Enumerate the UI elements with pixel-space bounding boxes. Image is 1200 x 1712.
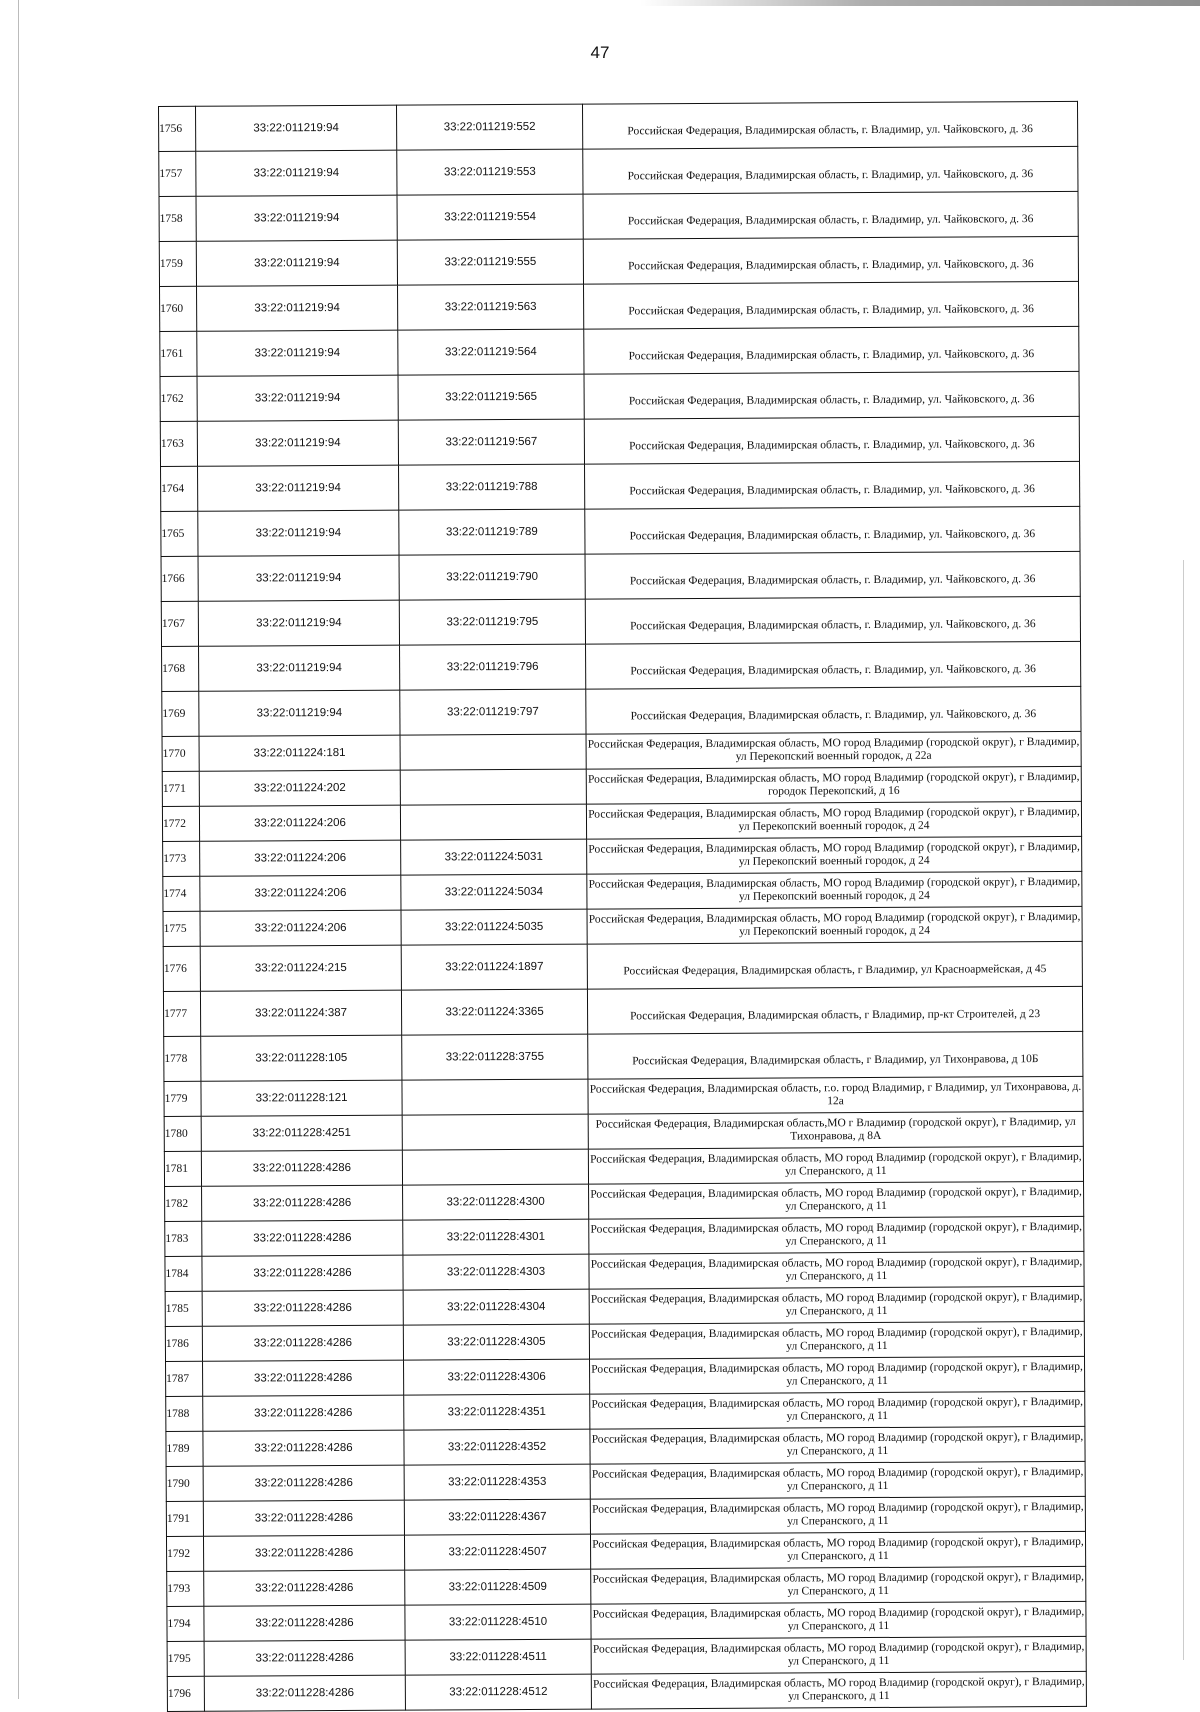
address-cell: Российская Федерация, Владимирская область, г. Владимир, ул. Чайковского, д. 36 — [585, 551, 1080, 599]
table-row — [165, 1286, 1084, 1326]
row-number-cell: 1795 — [167, 1641, 204, 1676]
table-row — [164, 1031, 1083, 1081]
address-cell: Российская Федерация, Владимирская область, г. Владимир, ул. Чайковского, д. 36 — [584, 281, 1079, 329]
address-cell: Российская Федерация, Владимирская область, МО город Владимир (городской округ), г Владимир, ул Сперанского, д 11 — [589, 1286, 1084, 1324]
row-number-cell: 1771 — [162, 771, 199, 806]
row-number-cell: 1782 — [165, 1186, 202, 1221]
table-row — [166, 1356, 1085, 1396]
land-cadastral-number-cell: 33:22:011228:4286 — [203, 1500, 404, 1536]
object-cadastral-number-cell: 33:22:011219:567 — [398, 419, 584, 465]
table-row — [161, 461, 1080, 511]
address-cell: Российская Федерация, Владимирская область, МО город Владимир (городской округ), г Владимир, ул Сперанского, д 11 — [589, 1181, 1084, 1219]
land-cadastral-number-cell: 33:22:011224:206 — [200, 910, 401, 946]
address-cell: Российская Федерация, Владимирская область, МО город Владимир (городской округ), г Владимир, ул Перекопский военный городок, д 24 — [586, 801, 1081, 839]
object-cadastral-number-cell: 33:22:011224:5031 — [401, 839, 587, 875]
table-row — [166, 1496, 1085, 1536]
row-number-cell: 1776 — [163, 946, 200, 991]
object-cadastral-number-cell: 33:22:011219:796 — [400, 644, 586, 690]
document-sheet — [158, 101, 1087, 1712]
address-cell: Российская Федерация, Владимирская область, МО город Владимир (городской округ), г Владимир, ул Перекопский военный городок, д 24 — [587, 836, 1082, 874]
row-number-cell: 1784 — [165, 1256, 202, 1291]
table-row — [160, 416, 1079, 466]
object-cadastral-number-cell: 33:22:011219:563 — [398, 284, 584, 330]
land-cadastral-number-cell: 33:22:011219:94 — [198, 510, 399, 556]
address-cell: Российская Федерация, Владимирская область, МО город Владимир (городской округ), г Владимир, ул Сперанского, д 11 — [589, 1321, 1084, 1359]
row-number-cell: 1759 — [159, 241, 196, 286]
table-row — [165, 1181, 1084, 1221]
row-number-cell: 1796 — [167, 1676, 204, 1711]
table-row — [161, 596, 1080, 646]
row-number-cell: 1766 — [161, 556, 198, 601]
table-row — [163, 871, 1082, 911]
land-cadastral-number-cell: 33:22:011228:4286 — [203, 1465, 404, 1501]
scan-edge-top — [640, 0, 1200, 6]
object-cadastral-number-cell: 33:22:011228:4509 — [405, 1569, 591, 1605]
row-number-cell: 1756 — [159, 106, 196, 151]
table-row — [162, 766, 1081, 806]
table-row — [162, 801, 1081, 841]
object-cadastral-number-cell — [400, 804, 586, 840]
row-number-cell: 1794 — [167, 1606, 204, 1641]
land-cadastral-number-cell: 33:22:011228:4286 — [202, 1220, 403, 1256]
address-cell: Российская Федерация, Владимирская область, МО город Владимир (городской округ), г Владимир, ул Перекопский военный городок, д 22а — [586, 731, 1081, 769]
land-cadastral-number-cell: 33:22:011219:94 — [196, 195, 397, 241]
address-cell: Российская Федерация, Владимирская область, г. Владимир, ул. Чайковского, д. 36 — [586, 686, 1081, 734]
table-row — [160, 371, 1079, 421]
object-cadastral-number-cell: 33:22:011219:789 — [399, 509, 585, 555]
object-cadastral-number-cell: 33:22:011219:790 — [399, 554, 585, 600]
table-row — [163, 941, 1082, 991]
table-row — [162, 731, 1081, 771]
table-row — [164, 1076, 1083, 1116]
address-cell: Российская Федерация, Владимирская область, г. Владимир, ул. Чайковского, д. 36 — [583, 191, 1078, 239]
row-number-cell: 1768 — [162, 646, 199, 691]
row-number-cell: 1783 — [165, 1221, 202, 1256]
table-row — [164, 1111, 1083, 1151]
land-cadastral-number-cell: 33:22:011228:4286 — [203, 1535, 404, 1571]
object-cadastral-number-cell: 33:22:011228:4352 — [404, 1429, 590, 1465]
object-cadastral-number-cell: 33:22:011228:4353 — [404, 1464, 590, 1500]
object-cadastral-number-cell: 33:22:011219:797 — [400, 689, 586, 735]
land-cadastral-number-cell: 33:22:011224:215 — [200, 945, 401, 991]
object-cadastral-number-cell: 33:22:011219:795 — [399, 599, 585, 645]
address-cell: Российская Федерация, Владимирская область, г.о. город Владимир, г Владимир, ул Тихонравова, д. 12а — [588, 1076, 1083, 1114]
land-cadastral-number-cell: 33:22:011228:4286 — [202, 1255, 403, 1291]
table-row — [166, 1461, 1085, 1501]
table-row — [165, 1251, 1084, 1291]
row-number-cell: 1764 — [161, 466, 198, 511]
address-cell: Российская Федерация, Владимирская область, г. Владимир, ул. Чайковского, д. 36 — [584, 326, 1079, 374]
address-cell: Российская Федерация, Владимирская область, МО город Владимир (городской округ), г Владимир, ул Сперанского, д 11 — [590, 1461, 1085, 1499]
address-cell: Российская Федерация, Владимирская область, МО город Владимир (городской округ), г Владимир, ул Сперанского, д 11 — [588, 1146, 1083, 1184]
object-cadastral-number-cell: 33:22:011224:1897 — [401, 944, 587, 990]
row-number-cell: 1789 — [166, 1431, 203, 1466]
object-cadastral-number-cell: 33:22:011228:4306 — [404, 1359, 590, 1395]
table-row — [162, 686, 1081, 736]
object-cadastral-number-cell: 33:22:011228:4510 — [405, 1604, 591, 1640]
row-number-cell: 1772 — [162, 806, 199, 841]
row-number-cell: 1769 — [162, 691, 199, 736]
row-number-cell: 1791 — [166, 1501, 203, 1536]
row-number-cell: 1790 — [166, 1466, 203, 1501]
table-row — [167, 1636, 1086, 1676]
table-row — [161, 551, 1080, 601]
address-cell: Российская Федерация, Владимирская область, МО город Владимир (городской округ), г Владимир, ул Сперанского, д 11 — [590, 1531, 1085, 1569]
land-cadastral-number-cell: 33:22:011219:94 — [199, 690, 400, 736]
object-cadastral-number-cell: 33:22:011219:554 — [397, 194, 583, 240]
table-row — [167, 1671, 1086, 1711]
object-cadastral-number-cell — [400, 734, 586, 770]
table-row — [166, 1391, 1085, 1431]
address-cell: Российская Федерация, Владимирская область, г. Владимир, ул. Чайковского, д. 36 — [583, 236, 1078, 284]
land-cadastral-number-cell: 33:22:011224:387 — [200, 990, 401, 1036]
land-cadastral-number-cell: 33:22:011219:94 — [197, 420, 398, 466]
address-cell: Российская Федерация, Владимирская область, МО город Владимир (городской округ), г Владимир, ул Сперанского, д 11 — [589, 1216, 1084, 1254]
land-cadastral-number-cell: 33:22:011228:4286 — [202, 1325, 403, 1361]
row-number-cell: 1762 — [160, 376, 197, 421]
table-row — [159, 101, 1078, 151]
land-cadastral-number-cell: 33:22:011228:105 — [201, 1035, 402, 1081]
land-cadastral-number-cell: 33:22:011219:94 — [198, 555, 399, 601]
address-cell: Российская Федерация, Владимирская область, г. Владимир, ул. Чайковского, д. 36 — [584, 371, 1079, 419]
object-cadastral-number-cell: 33:22:011228:4512 — [405, 1674, 591, 1710]
land-cadastral-number-cell: 33:22:011228:4286 — [201, 1150, 402, 1186]
row-number-cell: 1788 — [166, 1396, 203, 1431]
table-row — [166, 1531, 1085, 1571]
row-number-cell: 1773 — [163, 841, 200, 876]
object-cadastral-number-cell: 33:22:011228:4304 — [403, 1289, 589, 1325]
land-cadastral-number-cell: 33:22:011224:206 — [200, 875, 401, 911]
address-cell: Российская Федерация, Владимирская область, МО город Владимир (городской округ), г Владимир, ул Сперанского, д 11 — [591, 1566, 1086, 1604]
land-cadastral-number-cell: 33:22:011228:4286 — [204, 1675, 405, 1711]
table-row — [163, 836, 1082, 876]
row-number-cell: 1760 — [160, 286, 197, 331]
object-cadastral-number-cell: 33:22:011219:564 — [398, 329, 584, 375]
row-number-cell: 1777 — [163, 991, 200, 1036]
row-number-cell: 1781 — [164, 1151, 201, 1186]
table-row — [167, 1601, 1086, 1641]
row-number-cell: 1757 — [159, 151, 196, 196]
table-row — [159, 236, 1078, 286]
table-row — [163, 906, 1082, 946]
row-number-cell: 1793 — [167, 1571, 204, 1606]
land-cadastral-number-cell: 33:22:011219:94 — [197, 375, 398, 421]
object-cadastral-number-cell: 33:22:011228:4301 — [403, 1219, 589, 1255]
address-cell: Российская Федерация, Владимирская область, г. Владимир, ул. Чайковского, д. 36 — [582, 101, 1077, 149]
table-row — [160, 281, 1079, 331]
object-cadastral-number-cell: 33:22:011228:4351 — [404, 1394, 590, 1430]
address-cell: Российская Федерация, Владимирская область, МО город Владимир (городской округ), г Владимир, ул Сперанского, д 11 — [591, 1601, 1086, 1639]
object-cadastral-number-cell: 33:22:011228:4511 — [405, 1639, 591, 1675]
address-cell: Российская Федерация, Владимирская область, МО город Владимир (городской округ), г Владимир, ул Сперанского, д 11 — [590, 1391, 1085, 1429]
land-cadastral-number-cell: 33:22:011219:94 — [197, 285, 398, 331]
address-cell: Российская Федерация, Владимирская область, МО город Владимир (городской округ), г Владимир, ул Перекопский военный городок, д 24 — [587, 906, 1082, 944]
address-cell: Российская Федерация, Владимирская область, г. Владимир, ул. Чайковского, д. 36 — [585, 506, 1080, 554]
land-cadastral-number-cell: 33:22:011219:94 — [198, 600, 399, 646]
object-cadastral-number-cell: 33:22:011228:4305 — [403, 1324, 589, 1360]
object-cadastral-number-cell: 33:22:011228:3755 — [402, 1034, 588, 1080]
object-cadastral-number-cell: 33:22:011219:552 — [396, 104, 582, 150]
land-cadastral-number-cell: 33:22:011224:181 — [199, 735, 400, 771]
address-cell: Российская Федерация, Владимирская область, МО город Владимир (городской округ), г Владимир, ул Сперанского, д 11 — [591, 1636, 1086, 1674]
land-cadastral-number-cell: 33:22:011219:94 — [196, 240, 397, 286]
row-number-cell: 1761 — [160, 331, 197, 376]
land-cadastral-number-cell: 33:22:011228:4286 — [203, 1430, 404, 1466]
row-number-cell: 1779 — [164, 1081, 201, 1116]
scan-edge-right — [1183, 560, 1184, 1660]
row-number-cell: 1785 — [165, 1291, 202, 1326]
table-row — [165, 1321, 1084, 1361]
object-cadastral-number-cell: 33:22:011219:555 — [397, 239, 583, 285]
table-row — [160, 326, 1079, 376]
address-cell: Российская Федерация, Владимирская область, г Владимир, ул Красноармейская, д 45 — [587, 941, 1082, 989]
table-row — [159, 146, 1078, 196]
row-number-cell: 1775 — [163, 911, 200, 946]
address-cell: Российская Федерация, Владимирская область, г. Владимир, ул. Чайковского, д. 36 — [584, 416, 1079, 464]
row-number-cell: 1792 — [166, 1536, 203, 1571]
table-row — [159, 191, 1078, 241]
object-cadastral-number-cell: 33:22:011228:4507 — [404, 1534, 590, 1570]
address-cell: Российская Федерация, Владимирская область, МО город Владимир (городской округ), г Владимир, ул Перекопский военный городок, д 24 — [587, 871, 1082, 909]
land-cadastral-number-cell: 33:22:011224:202 — [199, 770, 400, 806]
land-cadastral-number-cell: 33:22:011228:4286 — [202, 1185, 403, 1221]
object-cadastral-number-cell: 33:22:011228:4303 — [403, 1254, 589, 1290]
land-cadastral-number-cell: 33:22:011219:94 — [196, 150, 397, 196]
row-number-cell: 1786 — [165, 1326, 202, 1361]
scan-edge-left — [18, 0, 19, 1699]
land-cadastral-number-cell: 33:22:011219:94 — [199, 645, 400, 691]
address-cell: Российская Федерация, Владимирская область, МО город Владимир (городской округ), г Владимир, ул Сперанского, д 11 — [590, 1426, 1085, 1464]
land-cadastral-number-cell: 33:22:011228:4286 — [204, 1605, 405, 1641]
address-cell: Российская Федерация, Владимирская область, МО город Владимир (городской округ), г Владимир, городок Перекопский, д 16 — [586, 766, 1081, 804]
object-cadastral-number-cell: 33:22:011224:3365 — [401, 989, 587, 1035]
land-cadastral-number-cell: 33:22:011228:4251 — [201, 1115, 402, 1151]
land-cadastral-number-cell: 33:22:011228:121 — [201, 1080, 402, 1116]
land-cadastral-number-cell: 33:22:011228:4286 — [203, 1360, 404, 1396]
object-cadastral-number-cell: 33:22:011219:565 — [398, 374, 584, 420]
address-cell: Российская Федерация, Владимирская область, г. Владимир, ул. Чайковского, д. 36 — [586, 641, 1081, 689]
row-number-cell: 1767 — [161, 601, 198, 646]
row-number-cell: 1778 — [164, 1036, 201, 1081]
table-row — [161, 506, 1080, 556]
object-cadastral-number-cell: 33:22:011224:5035 — [401, 909, 587, 945]
land-cadastral-number-cell: 33:22:011219:94 — [196, 105, 397, 151]
table-row — [166, 1426, 1085, 1466]
page-number: 47 — [590, 43, 610, 62]
address-cell: Российская Федерация, Владимирская область, МО город Владимир (городской округ), г Владимир, ул Сперанского, д 11 — [590, 1356, 1085, 1394]
object-cadastral-number-cell — [402, 1149, 588, 1185]
address-cell: Российская Федерация, Владимирская область, г. Владимир, ул. Чайковского, д. 36 — [585, 461, 1080, 509]
object-cadastral-number-cell: 33:22:011224:5034 — [401, 874, 587, 910]
registry-table — [158, 101, 1087, 1712]
row-number-cell: 1765 — [161, 511, 198, 556]
land-cadastral-number-cell: 33:22:011224:206 — [200, 840, 401, 876]
object-cadastral-number-cell: 33:22:011219:553 — [397, 149, 583, 195]
object-cadastral-number-cell — [402, 1114, 588, 1150]
table-row — [165, 1216, 1084, 1256]
land-cadastral-number-cell: 33:22:011219:94 — [198, 465, 399, 511]
row-number-cell: 1780 — [164, 1116, 201, 1151]
land-cadastral-number-cell: 33:22:011228:4286 — [203, 1395, 404, 1431]
row-number-cell: 1758 — [159, 196, 196, 241]
row-number-cell: 1770 — [162, 736, 199, 771]
land-cadastral-number-cell: 33:22:011224:206 — [199, 805, 400, 841]
row-number-cell: 1763 — [160, 421, 197, 466]
object-cadastral-number-cell — [402, 1079, 588, 1115]
address-cell: Российская Федерация, Владимирская область, г Владимир, пр-кт Строителей, д 23 — [587, 986, 1082, 1034]
object-cadastral-number-cell: 33:22:011228:4300 — [403, 1184, 589, 1220]
address-cell: Российская Федерация, Владимирская область, МО город Владимир (городской округ), г Владимир, ул Сперанского, д 11 — [591, 1671, 1086, 1709]
table-row — [167, 1566, 1086, 1606]
address-cell: Российская Федерация, Владимирская область, г. Владимир, ул. Чайковского, д. 36 — [583, 146, 1078, 194]
object-cadastral-number-cell — [400, 769, 586, 805]
registry-body — [159, 101, 1087, 1711]
object-cadastral-number-cell: 33:22:011219:788 — [399, 464, 585, 510]
address-cell: Российская Федерация, Владимирская область, МО город Владимир (городской округ), г Владимир, ул Сперанского, д 11 — [589, 1251, 1084, 1289]
address-cell: Российская Федерация, Владимирская область, МО город Владимир (городской округ), г Владимир, ул Сперанского, д 11 — [590, 1496, 1085, 1534]
land-cadastral-number-cell: 33:22:011228:4286 — [204, 1570, 405, 1606]
table-row — [162, 641, 1081, 691]
address-cell: Российская Федерация, Владимирская область, г Владимир, ул Тихонравова, д 10Б — [588, 1031, 1083, 1079]
land-cadastral-number-cell: 33:22:011228:4286 — [202, 1290, 403, 1326]
row-number-cell: 1774 — [163, 876, 200, 911]
address-cell: Российская Федерация, Владимирская область, г. Владимир, ул. Чайковского, д. 36 — [585, 596, 1080, 644]
table-row — [164, 1146, 1083, 1186]
table-row — [163, 986, 1082, 1036]
row-number-cell: 1787 — [166, 1361, 203, 1396]
address-cell: Российская Федерация, Владимирская область,МО г Владимир (городской округ), г Владимир, ул Тихонравова, д 8А — [588, 1111, 1083, 1149]
land-cadastral-number-cell: 33:22:011219:94 — [197, 330, 398, 376]
land-cadastral-number-cell: 33:22:011228:4286 — [204, 1640, 405, 1676]
object-cadastral-number-cell: 33:22:011228:4367 — [404, 1499, 590, 1535]
